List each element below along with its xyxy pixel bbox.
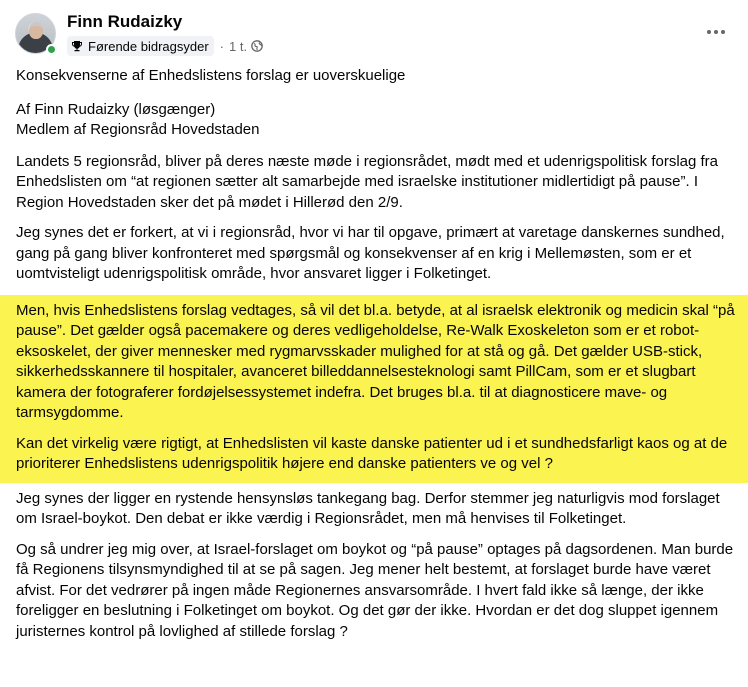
- byline-author: Af Finn Rudaizky (løsgænger): [16, 100, 216, 118]
- paragraph-5: Jeg synes der ligger en rystende hensynsløs tankegang bag. Derfor stemmer jeg naturligvis mod forslaget om Israel-boykot. Den debat er ikke værdig i Regionsrådet, men må henvises til Folketinget.: [16, 489, 720, 527]
- paragraph-1: Landets 5 regionsråd, bliver på deres næste møde i regionsrådet, mødt med et udenrigspolitisk forslag fra Enhedslisten om “at regionen sætter alt samarbejde med israelske institutioner midlertidigt på pause”. I Region Hovedstaden sker det på mødet i Hillerød den 2/9.: [16, 152, 719, 211]
- byline-role: Medlem af Regionsråd Hovedstaden: [16, 121, 260, 138]
- online-status-dot: [46, 44, 57, 55]
- more-options-button[interactable]: [700, 18, 732, 46]
- author-name[interactable]: Finn Rudaizky: [67, 12, 183, 31]
- globe-icon[interactable]: [251, 40, 263, 52]
- more-horizontal-icon: [706, 29, 726, 35]
- meta-separator: ·: [219, 38, 225, 54]
- paragraph-6: Og så undrer jeg mig over, at Israel-forslaget om boykot og “på pause” optages på dagsordenen. Man burde få Regionens tilsynsmyndighed til at se på sagen. Jeg mener helt bestemt, at forslaget burde have været afvist. For det vedrører på ingen måde Regionernes ansvarsområde. I hvert fald ikke så længe, der ikke foreligger en beslutning i Folketinget om boykot. Og det gør der ikke. Hvordan er det dog sluppet igennem juristernes kontrol på lovlighed af stillede forslag ?: [16, 540, 734, 640]
- contributor-badge[interactable]: [67, 36, 214, 56]
- post-meta: [67, 36, 263, 56]
- paragraph-2: Jeg synes det er forkert, at vi i regionsråd, hvor vi har til opgave, primært at varetage danskernes sundhed, gang på gang bliver konfronteret med spørgsmål og konsekvenser af en krig i Mellemøsten, som er et uomtvisteligt udenrigspolitisk område, hvor ansvaret ligger i Folketinget.: [16, 224, 725, 282]
- post-header: [0, 0, 748, 66]
- paragraph-3: Men, hvis Enhedslistens forslag vedtages, så vil det bl.a. betyde, at al israelsk elektronik og medicin skal “på pause”. Det gælder også pacemakere og deres vedligeholdelse, Re-Walk Exoskeleton som er et robot-eksoskelet, der giver mennesker med rygmarvsskader mulighed for at stå og gå. Det gælder USB-stick, sikkerhedsskannere til hospitaler, avanceret billeddannelsesteknologi samt PillCam, som er et slugbart kamera der fotograferer fordøjelsessystemet indefra. Det bruges bl.a. til at diagnosticere mave- og tarmsygdomme.: [16, 301, 735, 421]
- avatar-face: [29, 22, 43, 39]
- badge-label: Førende bidragsyder: [88, 38, 209, 54]
- trophy-icon: [71, 40, 83, 52]
- post-timestamp[interactable]: 1 t.: [229, 38, 248, 54]
- paragraph-4: Kan det virkelig være rigtigt, at Enhedslisten vil kaste danske patienter ud i et sundhedsfarligt kaos og at de prioriterer Enhedslistens udenrigspolitik højere end danske patienters ve og vel ?: [16, 434, 728, 472]
- post-body: [0, 66, 748, 642]
- highlighted-section: [0, 295, 748, 483]
- post-title: Konsekvenserne af Enhedslistens forslag er uoverskuelige: [16, 67, 406, 84]
